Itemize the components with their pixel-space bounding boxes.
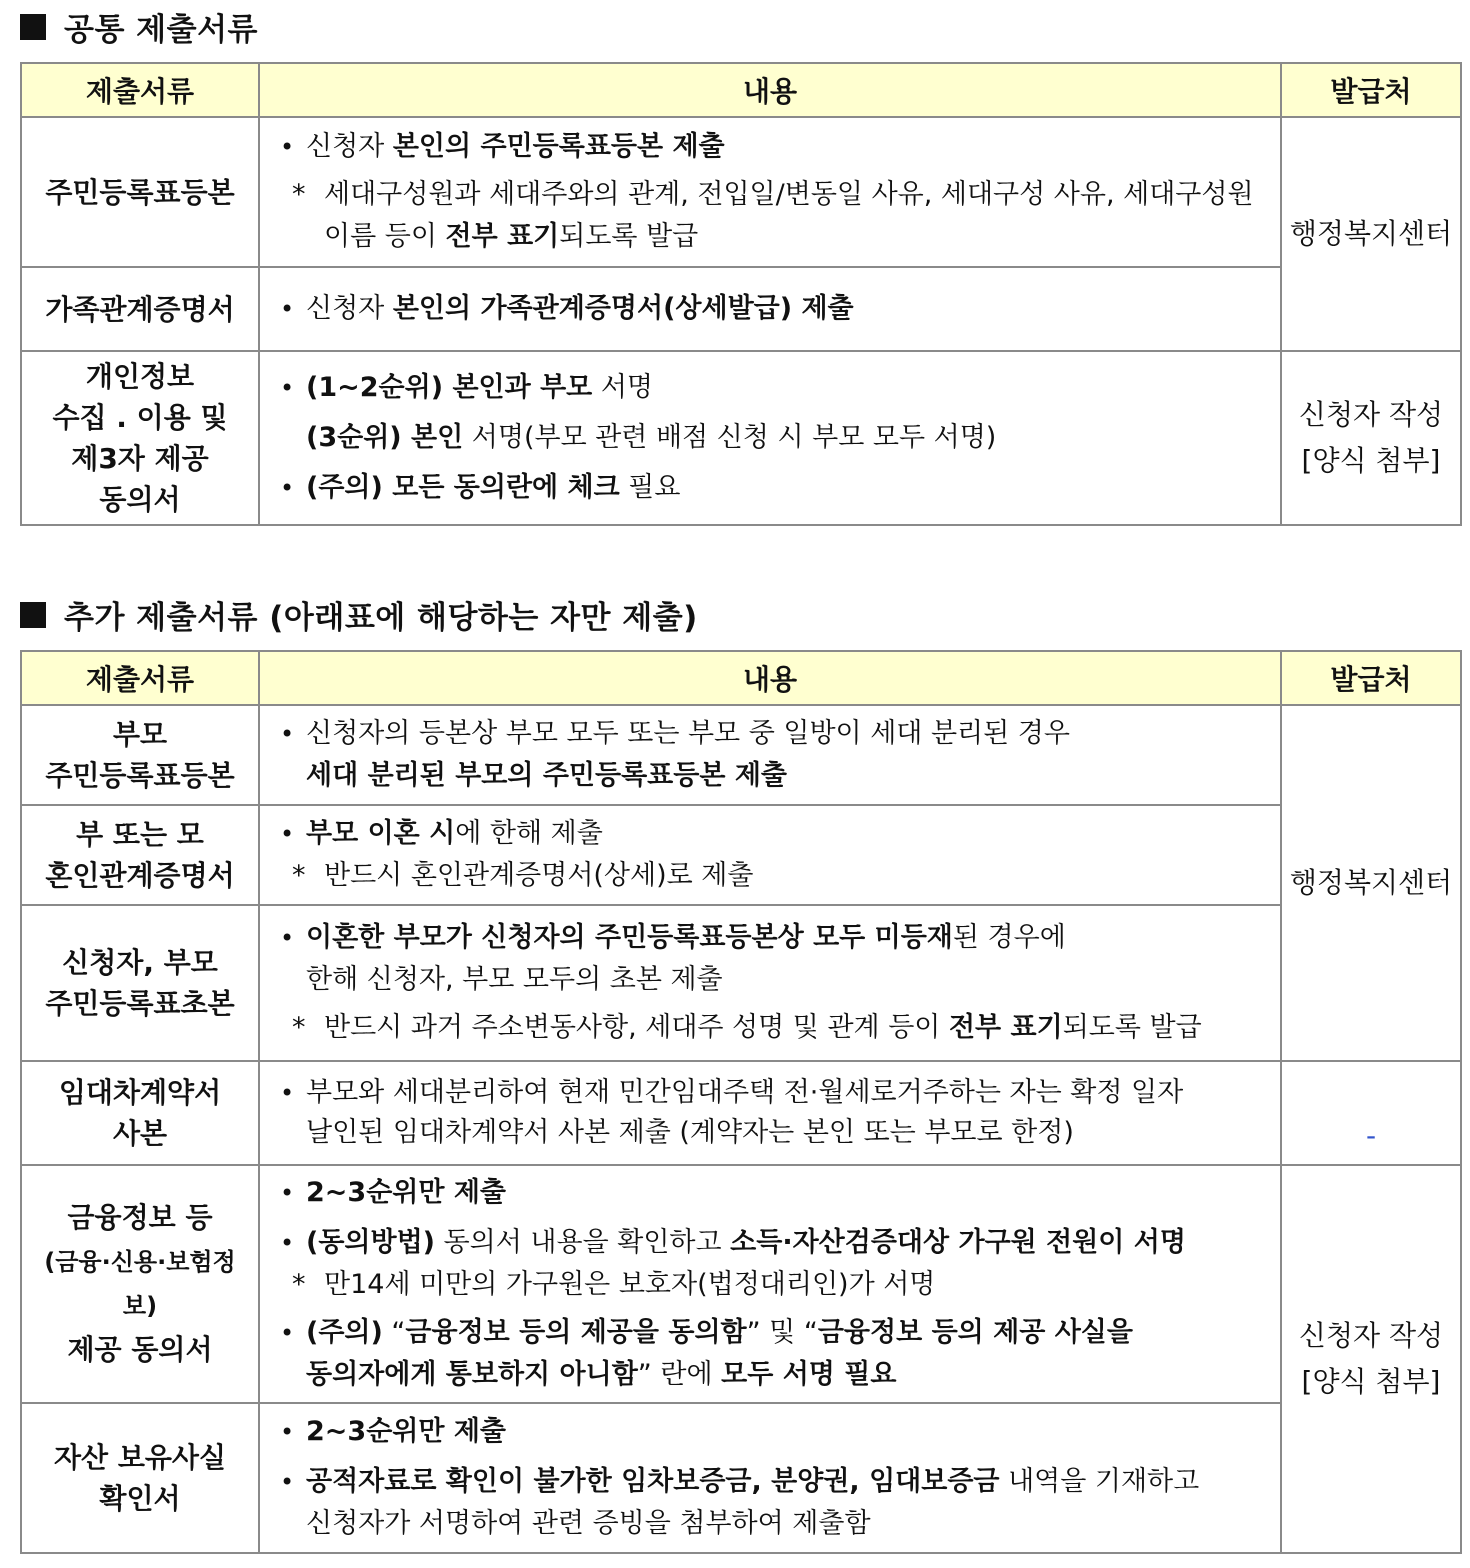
list-item bbox=[280, 1073, 1264, 1153]
issuer-dash: - bbox=[1365, 1119, 1377, 1152]
list-item bbox=[280, 1411, 1264, 1453]
table-row bbox=[21, 805, 1461, 905]
section-title-text: 공통 제출서류 bbox=[64, 12, 258, 48]
content-cell bbox=[259, 351, 1281, 525]
section-title-text: 추가 제출서류 (아래표에 해당하는 자만 제출) bbox=[64, 600, 698, 636]
content-bold: 이혼한 부모가 신청자의 주민등록표등본상 모두 미등재 bbox=[306, 922, 953, 953]
content-text: 서명 bbox=[592, 372, 653, 403]
doc-name-line: 부모 bbox=[112, 718, 168, 751]
table-row bbox=[21, 117, 1461, 267]
content-bold: 모두 서명 필요 bbox=[721, 1359, 897, 1390]
bullet-icon: • bbox=[280, 1179, 295, 1207]
bullet-icon: • bbox=[280, 295, 295, 323]
doc-name-line: 확인서 bbox=[99, 1482, 181, 1515]
bullet-icon: • bbox=[280, 820, 295, 848]
list-item-continuation: 한해 신청자, 부모 모두의 초본 제출 bbox=[306, 964, 723, 995]
list-item bbox=[280, 713, 1264, 755]
content-bold: 2~3순위만 제출 bbox=[306, 1177, 507, 1208]
note-item bbox=[280, 855, 1264, 897]
note-bold: 전부 표기 bbox=[948, 1012, 1063, 1043]
doc-name-line: 혼인관계증명서 bbox=[45, 859, 235, 892]
content-bold: 금융정보 등의 제공 사실을 동의자에게 통보하지 아니함 bbox=[306, 1317, 1133, 1390]
content-cell bbox=[259, 1403, 1281, 1553]
doc-name-lease-contract bbox=[21, 1061, 259, 1165]
content-bold: 본인의 가족관계증명서(상세발급) 제출 bbox=[392, 293, 854, 324]
content-bold: 부모 이혼 시 bbox=[306, 818, 456, 849]
note-text: 되도록 발급 bbox=[1062, 1012, 1202, 1043]
content-bold: 세대 분리된 부모의 주민등록표등본 제출 bbox=[306, 760, 787, 791]
doc-name-line: (금융·신용·보험정보) bbox=[44, 1248, 236, 1320]
asterisk-icon: * bbox=[292, 860, 306, 891]
header-documents: 제출서류 bbox=[21, 63, 259, 117]
table-row bbox=[21, 1403, 1461, 1553]
bullet-icon: • bbox=[280, 133, 295, 161]
bullet-icon: • bbox=[280, 924, 295, 952]
content-text: 내역을 기재하고 신청자가 서명하여 관련 증빙을 첨부하여 제출함 bbox=[306, 1466, 1200, 1539]
table-row bbox=[21, 1061, 1461, 1165]
header-content: 내용 bbox=[259, 651, 1281, 705]
table-row bbox=[21, 267, 1461, 351]
issuer-cell: 신청자 작성 [양식 첨부] bbox=[1281, 1165, 1461, 1553]
content-text: 신청자의 등본상 부모 모두 또는 부모 중 일방이 세대 분리된 경우 bbox=[306, 718, 1070, 749]
content-text: 된 경우에 bbox=[952, 922, 1066, 953]
table-header-row bbox=[21, 63, 1461, 117]
doc-name-line: 자산 보유사실 bbox=[53, 1441, 227, 1474]
content-cell bbox=[259, 705, 1281, 805]
content-cell bbox=[259, 267, 1281, 351]
content-bold: (주의) bbox=[306, 1317, 383, 1348]
content-cell bbox=[259, 805, 1281, 905]
issuer-cell: 행정복지센터 bbox=[1281, 117, 1461, 351]
content-text: 동의서 내용을 확인하고 bbox=[435, 1227, 731, 1258]
content-text: 서명(부모 관련 배점 신청 시 부모 모두 서명) bbox=[463, 422, 997, 453]
issuer-cell: 행정복지센터 bbox=[1281, 705, 1461, 1061]
list-item-continuation bbox=[280, 755, 1264, 797]
content-cell bbox=[259, 1061, 1281, 1165]
section-title-additional bbox=[20, 592, 698, 637]
doc-name-line: 제공 동의서 bbox=[67, 1333, 213, 1366]
doc-name-financial-consent bbox=[21, 1165, 259, 1403]
note-text: 세대구성원과 세대주와의 관계, 전입일/변동일 사유, 세대구성 사유, 세대구성원 이름 등이 bbox=[324, 179, 1254, 252]
content-text: “ bbox=[382, 1317, 406, 1348]
table-row bbox=[21, 705, 1461, 805]
doc-name-asset-confirmation bbox=[21, 1403, 259, 1553]
content-text: ” 란에 bbox=[637, 1359, 722, 1390]
content-bold: (1~2순위) 본인과 부모 bbox=[306, 372, 593, 403]
doc-name-parent-resident-copy bbox=[21, 705, 259, 805]
doc-name-line: 제3자 제공 bbox=[71, 442, 209, 475]
note-text: 반드시 혼인관계증명서(상세)로 제출 bbox=[324, 860, 754, 891]
table-header-row bbox=[21, 651, 1461, 705]
doc-name-line: 부 또는 모 bbox=[76, 818, 204, 851]
note-text: 반드시 과거 주소변동사항, 세대주 성명 및 관계 등이 bbox=[324, 1012, 949, 1043]
content-bold: 금융정보 등의 제공을 동의함 bbox=[405, 1317, 747, 1348]
content-text: 신청자 bbox=[306, 293, 393, 324]
list-item bbox=[280, 1461, 1264, 1545]
doc-name-line: 임대차계약서 bbox=[58, 1076, 222, 1109]
list-item bbox=[280, 463, 1264, 513]
asterisk-icon: * bbox=[292, 1269, 306, 1300]
content-cell bbox=[259, 117, 1281, 267]
bullet-icon: • bbox=[280, 720, 295, 748]
content-bold: (동의방법) bbox=[306, 1227, 436, 1258]
doc-name-applicant-parent-abstract bbox=[21, 905, 259, 1061]
list-item bbox=[280, 917, 1264, 959]
header-content: 내용 bbox=[259, 63, 1281, 117]
doc-name-marriage-relation bbox=[21, 805, 259, 905]
doc-name-line: 수집 . 이용 및 bbox=[52, 401, 228, 434]
table-row bbox=[21, 351, 1461, 525]
issuer-cell: 신청자 작성 [양식 첨부] bbox=[1281, 351, 1461, 525]
doc-name-line: 동의서 bbox=[99, 483, 181, 516]
list-item bbox=[280, 1172, 1264, 1214]
additional-documents-table bbox=[20, 650, 1462, 1554]
bullet-icon: • bbox=[280, 1079, 295, 1107]
note-item bbox=[280, 1007, 1264, 1049]
doc-name-line: 주민등록표등본 bbox=[45, 759, 235, 792]
content-bold: 2~3순위만 제출 bbox=[306, 1416, 507, 1447]
bullet-icon: • bbox=[280, 374, 295, 402]
content-text: 에 한해 제출 bbox=[455, 818, 603, 849]
content-cell bbox=[259, 1165, 1281, 1403]
list-item bbox=[280, 126, 1264, 168]
bullet-icon: • bbox=[280, 1468, 295, 1496]
asterisk-icon: * bbox=[292, 179, 306, 210]
note-text: 만14세 미만의 가구원은 보호자(법정대리인)가 서명 bbox=[324, 1269, 936, 1300]
list-item-continuation bbox=[280, 413, 1264, 463]
doc-name-line: 주민등록표초본 bbox=[45, 987, 235, 1020]
doc-name-family-relation: 가족관계증명서 bbox=[21, 267, 259, 351]
common-documents-table bbox=[20, 62, 1462, 526]
table-row bbox=[21, 905, 1461, 1061]
square-bullet-icon bbox=[20, 14, 46, 40]
square-bullet-icon bbox=[20, 602, 46, 628]
bullet-icon: • bbox=[280, 1319, 295, 1347]
doc-name-privacy-consent bbox=[21, 351, 259, 525]
doc-name-line: 신청자, 부모 bbox=[62, 946, 218, 979]
content-text: 부모와 세대분리하여 현재 민간임대주택 전·월세로거주하는 자는 확정 일자 날인된 임대차계약서 사본 제출 (계약자는 본인 또는 부모로 한정) bbox=[306, 1077, 1184, 1148]
note-text: 되도록 발급 bbox=[559, 221, 699, 252]
bullet-icon: • bbox=[280, 474, 295, 502]
doc-name-line: 개인정보 bbox=[85, 360, 195, 393]
content-bold: 공적자료로 확인이 불가한 임차보증금, 분양권, 임대보증금 bbox=[306, 1466, 1000, 1497]
content-text: 필요 bbox=[619, 472, 681, 503]
doc-name-line: 사본 bbox=[112, 1117, 168, 1150]
list-item bbox=[280, 288, 1264, 330]
content-bold: 소득·자산검증대상 가구원 전원이 서명 bbox=[730, 1227, 1186, 1258]
note-item bbox=[280, 1264, 1264, 1306]
list-item bbox=[280, 813, 1264, 855]
header-issuer: 발급처 bbox=[1281, 63, 1461, 117]
list-item bbox=[280, 363, 1264, 413]
header-documents: 제출서류 bbox=[21, 651, 259, 705]
bullet-icon: • bbox=[280, 1418, 295, 1446]
doc-name-line: 금융정보 등 bbox=[67, 1201, 213, 1234]
list-item bbox=[280, 1222, 1264, 1264]
content-bold: 본인의 주민등록표등본 제출 bbox=[392, 131, 725, 162]
header-issuer: 발급처 bbox=[1281, 651, 1461, 705]
content-bold: (주의) 모든 동의란에 체크 bbox=[306, 472, 620, 503]
section-title-common bbox=[20, 4, 258, 49]
bullet-icon: • bbox=[280, 1229, 295, 1257]
doc-name-resident-copy: 주민등록표등본 bbox=[21, 117, 259, 267]
content-cell bbox=[259, 905, 1281, 1061]
content-bold: (3순위) 본인 bbox=[306, 422, 464, 453]
content-text: ” 및 “ bbox=[746, 1317, 818, 1348]
note-item bbox=[280, 174, 1264, 258]
content-text: 신청자 bbox=[306, 131, 393, 162]
asterisk-icon: * bbox=[292, 1012, 306, 1043]
table-row bbox=[21, 1165, 1461, 1403]
issuer-cell bbox=[1281, 1061, 1461, 1165]
note-bold: 전부 표기 bbox=[445, 221, 560, 252]
list-item bbox=[280, 1312, 1264, 1396]
